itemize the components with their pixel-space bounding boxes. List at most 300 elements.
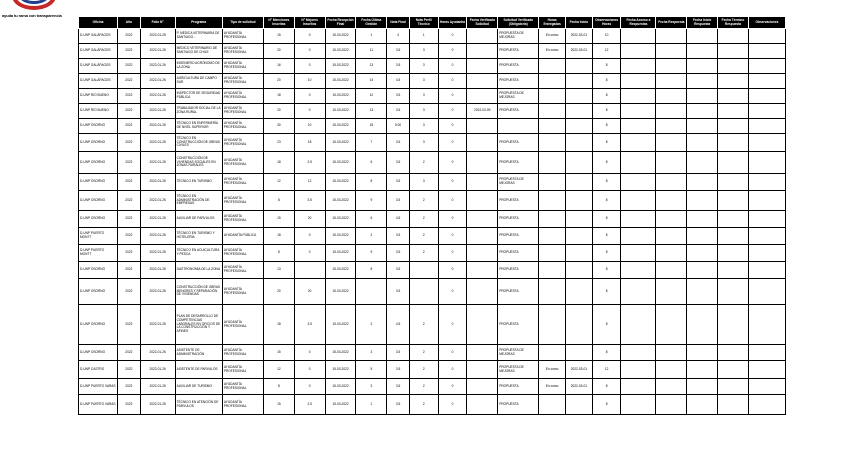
table-cell: 15: [263, 29, 294, 44]
table-cell: INGENIERO AGRÓNOMO DE LA ZONA: [175, 59, 222, 74]
table-cell: 0: [294, 228, 325, 245]
table-cell: PROPUESTA: [498, 305, 539, 345]
table-header-row: [79, 17, 786, 29]
table-cell: 0: [438, 345, 467, 361]
table-cell: 18: [263, 305, 294, 345]
table-cell: 3.5: [387, 245, 410, 262]
table-cell: [621, 379, 656, 395]
table-cell: [467, 152, 498, 174]
table-cell: 18: [263, 89, 294, 104]
table-cell: [539, 174, 566, 191]
table-cell: AYUDANTÍA PROFESIONAL: [222, 379, 263, 395]
table-cell: [467, 29, 498, 44]
table-cell: AYUDANTÍA PROFESIONAL: [222, 74, 263, 89]
table-cell: AYUDANTÍA PROFESIONAL: [222, 191, 263, 211]
table-cell: [687, 379, 718, 395]
column-header: Año: [118, 17, 141, 29]
table-cell: 2022-03-09: [467, 104, 498, 119]
table-cell: 0: [294, 44, 325, 59]
table-cell: 2: [409, 191, 438, 211]
table-cell: PROPUESTA: [498, 104, 539, 119]
table-cell: [539, 279, 566, 305]
table-cell: [467, 279, 498, 305]
table-cell: AUXILIAR DE PARVULOS: [175, 211, 222, 228]
table-cell: PROPUESTA: [498, 74, 539, 89]
table-cell: 12: [592, 361, 621, 379]
table-cell: 3.5: [387, 262, 410, 279]
table-cell: [539, 119, 566, 134]
table-cell: 0: [294, 29, 325, 44]
table-cell: AGRICULTURA DE CAMPO SUR: [175, 74, 222, 89]
table-cell: D-UNP OSORNO: [79, 262, 118, 279]
table-cell: 3: [409, 104, 438, 119]
table-cell: [467, 59, 498, 74]
table-cell: [687, 59, 718, 74]
table-cell: D-UNP OSORNO: [79, 279, 118, 305]
table-cell: 16: [263, 59, 294, 74]
table-cell: 2022-01-26: [140, 262, 175, 279]
table-cell: PROPUESTA DE MEJORAS: [498, 29, 539, 44]
table-cell: PROPUESTA: [498, 245, 539, 262]
table-cell: 3: [356, 379, 387, 395]
table-cell: [566, 345, 593, 361]
table-cell: [718, 119, 749, 134]
table-cell: 2022-01-25: [140, 29, 175, 44]
table-cell: AUXILIAR DE TURISMO: [175, 379, 222, 395]
table-cell: [687, 89, 718, 104]
table-cell: [687, 245, 718, 262]
table-cell: [718, 152, 749, 174]
table-cell: 15-03-2022: [325, 104, 356, 119]
table-cell: [748, 262, 785, 279]
table-cell: 3.5: [387, 191, 410, 211]
table-cell: 10: [294, 74, 325, 89]
table-cell: [467, 395, 498, 415]
table-cell: 8: [263, 245, 294, 262]
table-cell: 2022-01-26: [140, 119, 175, 134]
table-cell: 20: [294, 279, 325, 305]
table-cell: AYUDANTÍA PROFESIONAL: [222, 211, 263, 228]
table-cell: 2: [409, 228, 438, 245]
table-cell: AYUDANTÍA PÚBLICA: [222, 228, 263, 245]
column-header: Fecha Última Gestión: [356, 17, 387, 29]
table-cell: 2022-01-26: [140, 191, 175, 211]
table-cell: [566, 152, 593, 174]
table-row: [79, 245, 786, 262]
table-cell: [621, 104, 656, 119]
table-row: [79, 59, 786, 74]
table-cell: AYUDANTÍA PROFESIONAL: [222, 134, 263, 152]
table-cell: 8: [356, 174, 387, 191]
table-cell: 14: [356, 74, 387, 89]
table-cell: ASISTENTE DE PARVULOS: [175, 361, 222, 379]
table-row: [79, 345, 786, 361]
table-cell: D-UNP OSORNO: [79, 305, 118, 345]
table-row: [79, 191, 786, 211]
table-cell: [656, 104, 687, 119]
table-cell: 15-03-2022: [325, 89, 356, 104]
table-cell: [748, 119, 785, 134]
table-cell: [687, 119, 718, 134]
table-cell: [467, 379, 498, 395]
table-cell: 2: [409, 345, 438, 361]
column-header: Solicitud Verificada (Obligatoria): [498, 17, 539, 29]
table-cell: [748, 228, 785, 245]
table-cell: 8: [592, 104, 621, 119]
table-row: [79, 104, 786, 119]
table-cell: PROPUESTA DE MEJORAS: [498, 361, 539, 379]
table-cell: [718, 44, 749, 59]
table-cell: [748, 379, 785, 395]
table-cell: 8: [592, 245, 621, 262]
table-cell: PROPUESTA: [498, 44, 539, 59]
table-cell: 2022: [118, 44, 141, 59]
table-cell: 2022: [118, 279, 141, 305]
table-cell: MEDICO VETERINARIO DE SANTIAGO DE CHILE: [175, 44, 222, 59]
table-cell: 18: [263, 228, 294, 245]
table-cell: PROPUESTA: [498, 228, 539, 245]
table-cell: 8: [592, 211, 621, 228]
table-cell: [718, 279, 749, 305]
table-cell: D-UNP RIO BUENO: [79, 104, 118, 119]
column-header: Fecha Verificada Solicitud: [467, 17, 498, 29]
table-cell: [566, 245, 593, 262]
table-cell: [566, 174, 593, 191]
table-row: [79, 262, 786, 279]
table-cell: 2: [409, 211, 438, 228]
table-cell: PROPUESTA: [498, 152, 539, 174]
table-cell: TÉCNICO EN TURISMO: [175, 174, 222, 191]
table-cell: 2022: [118, 104, 141, 119]
table-cell: AYUDANTÍA PROFESIONAL: [222, 305, 263, 345]
table-cell: [566, 191, 593, 211]
table-cell: [656, 134, 687, 152]
table-cell: 12: [263, 361, 294, 379]
table-cell: 0: [438, 104, 467, 119]
table-cell: 2022: [118, 245, 141, 262]
table-row: [79, 361, 786, 379]
table-cell: [621, 228, 656, 245]
table-cell: [566, 262, 593, 279]
table-row: [79, 211, 786, 228]
table-cell: 2022: [118, 89, 141, 104]
table-cell: 3.5: [387, 361, 410, 379]
table-cell: D-UNP PUERTO MONTT: [79, 245, 118, 262]
table-cell: AYUDANTÍA PROFESIONAL: [222, 29, 263, 44]
table-cell: TÉCNICO EN ATENCIÓN DE PÁRVULOS: [175, 395, 222, 415]
table-cell: [566, 228, 593, 245]
table-cell: [748, 29, 785, 44]
table-cell: 0: [294, 104, 325, 119]
table-cell: 0: [438, 74, 467, 89]
table-cell: D-UNP OSORNO: [79, 152, 118, 174]
table-cell: [687, 395, 718, 415]
table-cell: 2022: [118, 29, 141, 44]
column-header: Observaciones Horas: [592, 17, 621, 29]
table-cell: [656, 279, 687, 305]
table-cell: D-UNP OSORNO: [79, 134, 118, 152]
table-cell: 3: [409, 59, 438, 74]
table-cell: 0: [438, 305, 467, 345]
table-cell: 11: [356, 44, 387, 59]
table-cell: [718, 134, 749, 152]
table-cell: 2022: [118, 395, 141, 415]
table-cell: 20: [294, 211, 325, 228]
table-cell: [621, 119, 656, 134]
table-cell: 15-03-2022: [325, 74, 356, 89]
table-cell: [687, 191, 718, 211]
table-cell: [656, 228, 687, 245]
table-cell: [656, 29, 687, 44]
table-cell: 3: [409, 44, 438, 59]
table-cell: 2: [356, 228, 387, 245]
table-cell: 2022-01-26: [140, 345, 175, 361]
table-cell: 0: [438, 174, 467, 191]
table-cell: [687, 211, 718, 228]
table-cell: 3.5: [387, 279, 410, 305]
table-cell: 2022-01-26: [140, 59, 175, 74]
table-cell: AYUDANTÍA PROFESIONAL: [222, 262, 263, 279]
table-cell: 2022-01-26: [140, 379, 175, 395]
table-row: [79, 174, 786, 191]
table-cell: [621, 279, 656, 305]
table-cell: 1: [356, 29, 387, 44]
table-cell: [467, 262, 498, 279]
table-cell: [621, 134, 656, 152]
table-cell: [409, 262, 438, 279]
column-header: N° Mejores Inscritos: [294, 17, 325, 29]
table-cell: [748, 191, 785, 211]
table-cell: 8: [592, 345, 621, 361]
table-cell: [467, 74, 498, 89]
table-cell: 8: [592, 74, 621, 89]
table-cell: 15-03-2022: [325, 211, 356, 228]
table-cell: [539, 104, 566, 119]
table-cell: [687, 279, 718, 305]
table-cell: ASISTENTE DE ADMINISTRACIÓN: [175, 345, 222, 361]
table-cell: [656, 262, 687, 279]
table-cell: 3.5: [387, 345, 410, 361]
table-cell: 2: [409, 152, 438, 174]
table-cell: [467, 211, 498, 228]
table-cell: AYUDANTÍA PROFESIONAL: [222, 152, 263, 174]
table-cell: 8: [592, 262, 621, 279]
table-cell: 15-03-2022: [325, 345, 356, 361]
table-cell: [656, 305, 687, 345]
table-cell: [539, 74, 566, 89]
table-cell: 20: [263, 44, 294, 59]
table-cell: AYUDANTÍA PROFESIONAL: [222, 44, 263, 59]
table-cell: [748, 59, 785, 74]
table-cell: 10: [294, 119, 325, 134]
table-cell: AYUDANTÍA PROFESIONAL: [222, 395, 263, 415]
table-cell: 15-03-2022: [325, 44, 356, 59]
column-header: Fecha Respuesta: [656, 17, 687, 29]
table-cell: AYUDANTÍA PROFESIONAL: [222, 361, 263, 379]
table-cell: En curso: [539, 44, 566, 59]
table-cell: TÉCNICO EN ENFERMERÍA DE NIVEL SUPERIOR: [175, 119, 222, 134]
table-cell: PROPUESTA: [498, 379, 539, 395]
table-cell: [748, 361, 785, 379]
table-cell: [718, 191, 749, 211]
table-cell: [539, 228, 566, 245]
table-cell: 2.5: [294, 152, 325, 174]
table-cell: TÉCNICO EN ACUICULTURA Y PESCA: [175, 245, 222, 262]
table-cell: [748, 245, 785, 262]
column-header: Folio N°: [140, 17, 175, 29]
table-cell: 4: [387, 29, 410, 44]
table-cell: 3.5: [387, 134, 410, 152]
table-cell: [748, 134, 785, 152]
table-cell: [467, 305, 498, 345]
table-cell: 2022-01-26: [140, 74, 175, 89]
table-cell: 4.5: [387, 211, 410, 228]
table-cell: PLAN DE DESARROLLO DE COMPETENCIAS LABORALES EN OFICIOS DE LA CONSTRUCCIÓN Y AFINES: [175, 305, 222, 345]
table-cell: [687, 174, 718, 191]
table-cell: [687, 44, 718, 59]
table-cell: 0: [438, 395, 467, 415]
table-cell: D-UNP OSORNO: [79, 345, 118, 361]
table-cell: 0: [438, 279, 467, 305]
table-cell: [748, 211, 785, 228]
table-cell: [687, 152, 718, 174]
table-cell: PROPUESTA: [498, 262, 539, 279]
logo: [12, 0, 58, 10]
table-cell: 9: [356, 191, 387, 211]
table-cell: 3.5: [387, 44, 410, 59]
table-row: [79, 152, 786, 174]
table-cell: [467, 174, 498, 191]
table-cell: [656, 395, 687, 415]
table-cell: [687, 361, 718, 379]
table-cell: [718, 211, 749, 228]
table-cell: 2022: [118, 74, 141, 89]
table-cell: 2022-01-26: [140, 104, 175, 119]
table-cell: [539, 345, 566, 361]
table-cell: PROPUESTA: [498, 191, 539, 211]
table-cell: 2022-03-01: [566, 44, 593, 59]
table-cell: [621, 174, 656, 191]
table-cell: 2022: [118, 305, 141, 345]
table-cell: 3.5: [387, 59, 410, 74]
table-cell: 8: [592, 228, 621, 245]
column-header: Fecha Inicio Respuesta: [687, 17, 718, 29]
table-cell: [621, 361, 656, 379]
table-cell: 0: [294, 59, 325, 74]
table-cell: [656, 152, 687, 174]
column-header: Horas Ayudantía: [438, 17, 467, 29]
table-cell: [656, 245, 687, 262]
table-cell: TÉCNICO EN CONSTRUCCIÓN DE OBRAS CIVILES: [175, 134, 222, 152]
table-cell: [467, 245, 498, 262]
table-cell: 2022: [118, 379, 141, 395]
table-cell: 2022-01-26: [140, 174, 175, 191]
table-cell: 0: [438, 29, 467, 44]
table-cell: [621, 59, 656, 74]
table-cell: 8: [592, 119, 621, 134]
table-cell: 2022-03-01: [566, 379, 593, 395]
table-cell: [621, 29, 656, 44]
table-cell: [621, 305, 656, 345]
table-cell: [748, 345, 785, 361]
table-cell: D-UNP OSORNO: [79, 174, 118, 191]
table-cell: 7: [356, 134, 387, 152]
table-cell: [566, 134, 593, 152]
table-cell: 0: [438, 361, 467, 379]
table-cell: [539, 395, 566, 415]
table-cell: AYUDANTÍA PROFESIONAL: [222, 104, 263, 119]
table-cell: 13: [356, 104, 387, 119]
table-cell: [621, 245, 656, 262]
table-cell: [718, 305, 749, 345]
table-cell: [467, 345, 498, 361]
table-cell: [467, 89, 498, 104]
table-cell: 2022-01-26: [140, 361, 175, 379]
table-cell: D-UNP GALÁPAGOS: [79, 59, 118, 74]
table-cell: [566, 119, 593, 134]
table-cell: 2022-01-26: [140, 395, 175, 415]
table-cell: 15-03-2022: [325, 152, 356, 174]
table-cell: 3.5: [387, 104, 410, 119]
table-cell: P. MEDICA VETERINARIA DE SANTIAGO…: [175, 29, 222, 44]
table-cell: 0: [438, 191, 467, 211]
table-cell: [539, 211, 566, 228]
table-row: [79, 134, 786, 152]
table-cell: AYUDANTÍA PROFESIONAL: [222, 119, 263, 134]
table-cell: 8: [592, 395, 621, 415]
table-cell: [748, 174, 785, 191]
table-cell: [621, 152, 656, 174]
table-row: [79, 44, 786, 59]
table-cell: [656, 89, 687, 104]
table-cell: [656, 379, 687, 395]
table-cell: [718, 361, 749, 379]
table-cell: [539, 152, 566, 174]
table-cell: [467, 134, 498, 152]
table-cell: 0: [294, 245, 325, 262]
table-cell: 2022: [118, 345, 141, 361]
table-cell: [539, 59, 566, 74]
table-cell: 8: [592, 152, 621, 174]
table-cell: 0: [438, 59, 467, 74]
table-cell: 2: [356, 305, 387, 345]
table-cell: 15-03-2022: [325, 262, 356, 279]
table-cell: 8: [592, 89, 621, 104]
table-cell: [687, 104, 718, 119]
table-cell: AYUDANTÍA PROFESIONAL: [222, 345, 263, 361]
table-cell: 2022: [118, 152, 141, 174]
table-cell: [566, 211, 593, 228]
table-cell: [356, 279, 387, 305]
table-cell: 3.5: [387, 174, 410, 191]
table-cell: 2: [409, 245, 438, 262]
table-cell: 3: [409, 174, 438, 191]
table-cell: 8: [592, 174, 621, 191]
table-cell: 3.5: [294, 191, 325, 211]
table-cell: 12: [294, 174, 325, 191]
table-cell: [718, 395, 749, 415]
table-cell: 4.5: [387, 74, 410, 89]
table-cell: 0: [294, 361, 325, 379]
table-cell: [467, 44, 498, 59]
table-cell: 18: [294, 134, 325, 152]
column-header: Programa: [175, 17, 222, 29]
table-cell: [566, 305, 593, 345]
table-cell: 2022-01-26: [140, 89, 175, 104]
table-cell: [748, 89, 785, 104]
table-cell: 2022-01-26: [140, 245, 175, 262]
table-cell: [718, 74, 749, 89]
